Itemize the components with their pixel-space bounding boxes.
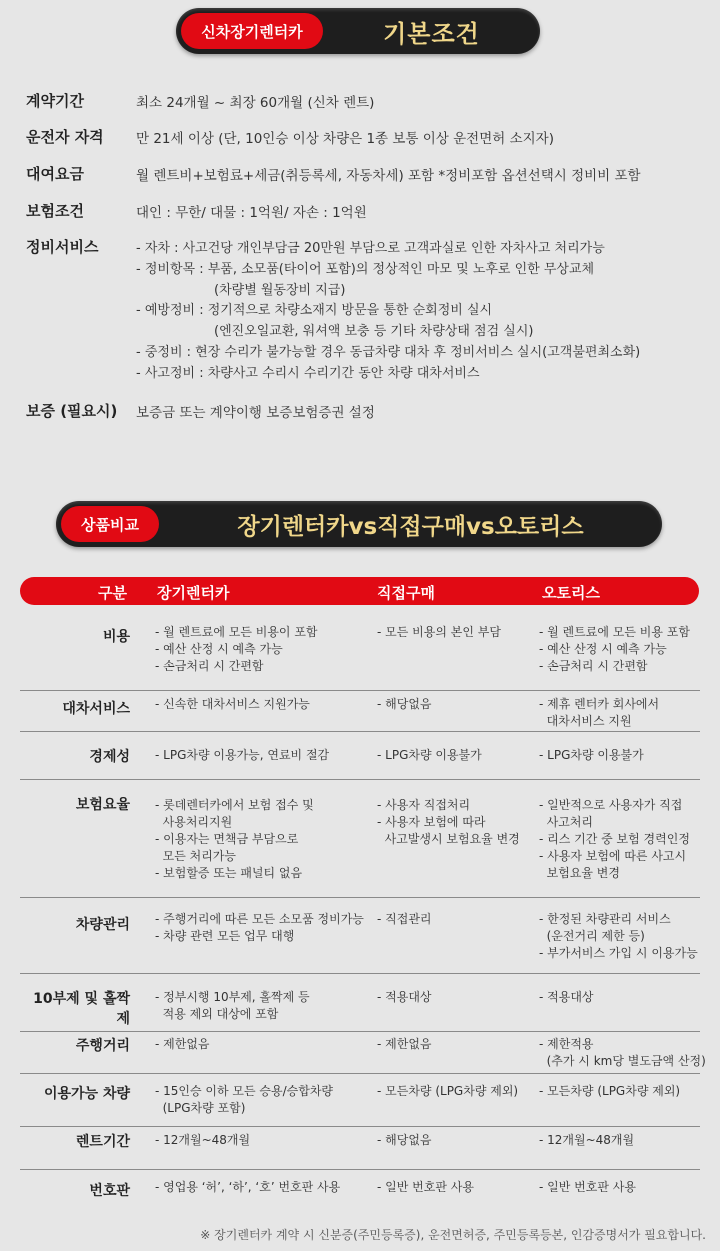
table-cell — [377, 989, 432, 1006]
cell-line: - 월 렌트료에 모든 비용이 포함 — [155, 625, 318, 639]
table-cell — [155, 624, 318, 675]
table-cell — [155, 747, 329, 764]
cell-line: - 예산 산정 시 예측 가능 — [539, 642, 667, 656]
table-cell — [377, 1036, 432, 1053]
table-cell — [377, 1132, 432, 1149]
cell-line: - 제한적용 — [539, 1037, 594, 1051]
table-row — [20, 1126, 700, 1170]
table-cell — [539, 1132, 634, 1149]
condition-label: 계약기간 — [26, 92, 84, 110]
service-label: 정비서비스 — [26, 238, 99, 256]
table-row — [20, 731, 700, 780]
cell-line: (LPG차량 포함) — [155, 1101, 246, 1115]
table-cell — [155, 1083, 333, 1117]
table-cell — [155, 1132, 250, 1149]
cell-line: - 보험할증 또는 패널티 없음 — [155, 866, 303, 880]
cell-line: 사고처리 — [539, 815, 593, 829]
table-cell — [539, 1036, 706, 1070]
banner-title: 기본조건 — [383, 19, 480, 48]
table-cell — [155, 1179, 340, 1196]
table-cell — [377, 911, 432, 928]
cell-line: - 제한없음 — [155, 1037, 210, 1051]
table-cell — [155, 1036, 210, 1053]
banner-tag: 상품비교 — [61, 506, 159, 542]
cell-line: - 손금처리 시 간편함 — [539, 659, 648, 673]
condition-value: 최소 24개월 ~ 최장 60개월 (신차 렌트) — [136, 95, 375, 111]
cell-line: (운전거리 제한 등) — [539, 929, 645, 943]
condition-label: 운전자 자격 — [26, 128, 104, 146]
service-line: - 자차 : 사고건당 개인부담금 20만원 부담으로 고객과실로 인한 자차사고 처리가능 — [136, 241, 605, 256]
banner-tag: 신차장기렌터카 — [181, 13, 323, 49]
table-cell — [377, 1179, 474, 1196]
table-row — [20, 690, 700, 732]
table-row — [20, 612, 700, 691]
cell-line: - 사용자 보험에 따라 — [377, 815, 486, 829]
cell-line: - 일반 번호판 사용 — [377, 1180, 474, 1194]
cell-line: - 리스 기간 중 보험 경력인정 — [539, 832, 690, 846]
service-line: (차량별 월동장비 지급) — [214, 283, 346, 298]
footnote: ※ 장기렌터카 계약 시 신분증(주민등록증), 운전면허증, 주민등록등본, 인감증명서가 필요합니다. — [200, 1228, 706, 1242]
cell-line: - LPG차량 이용불가 — [377, 748, 482, 762]
banner-title: 장기렌터카vs직접구매vs오토리스 — [237, 513, 584, 540]
cell-line: - 월 렌트료에 모든 비용 포함 — [539, 625, 690, 639]
table-cell — [377, 1083, 518, 1100]
cell-line: - 12개월~48개월 — [539, 1133, 635, 1147]
cell-line: - 영업용 ‘허’, ‘하’, ‘호’ 번호판 사용 — [155, 1180, 341, 1194]
table-header — [20, 577, 699, 605]
table-cell — [539, 797, 690, 882]
cell-line: - 제휴 렌터카 회사에서 — [539, 697, 660, 711]
cell-line: - 적용대상 — [539, 990, 594, 1004]
cell-line: - 한정된 차량관리 서비스 — [539, 912, 671, 926]
row-heading: 대차서비스 — [62, 701, 130, 717]
table-cell — [377, 797, 520, 848]
table-cell — [539, 989, 594, 1006]
cell-line: - 모든차량 (LPG차량 제외) — [377, 1084, 519, 1098]
cell-line: 대차서비스 지원 — [539, 714, 632, 728]
row-heading: 렌트기간 — [75, 1134, 130, 1150]
cell-line: - 직접관리 — [377, 912, 432, 926]
cell-line: - 모든차량 (LPG차량 제외) — [539, 1084, 681, 1098]
table-cell — [155, 696, 310, 713]
header-long-term-rental: 장기렌터카 — [157, 584, 230, 602]
condition-value: 만 21세 이상 (단, 10인승 이상 차량은 1종 보통 이상 운전면허 소지자) — [136, 131, 554, 147]
table-row — [20, 779, 700, 898]
row-heading: 비용 — [102, 629, 130, 645]
cell-line: - LPG차량 이용가능, 연료비 절감 — [155, 748, 330, 762]
cell-line: - 해당없음 — [377, 1133, 432, 1147]
service-line: - 예방정비 : 정기적으로 차량소재지 방문을 통한 순회정비 실시 — [136, 303, 493, 318]
cell-line: - 해당없음 — [377, 697, 432, 711]
table-cell — [539, 696, 659, 730]
service-line: - 중정비 : 현장 수리가 불가능할 경우 동급차량 대차 후 정비서비스 실시(고객불편최소화) — [136, 345, 641, 360]
cell-line: - 이용자는 면책금 부담으로 — [155, 832, 299, 846]
table-row — [20, 973, 700, 1032]
table-cell — [539, 1179, 636, 1196]
row-heading: 번호판 — [89, 1183, 130, 1199]
table-row — [20, 1169, 700, 1215]
header-category: 구분 — [98, 584, 127, 602]
table-cell — [539, 624, 690, 675]
cell-line: 보험요율 변경 — [539, 866, 620, 880]
table-cell — [377, 624, 501, 641]
cell-line: - 12개월~48개월 — [155, 1133, 251, 1147]
cell-line: 모든 처리가능 — [155, 849, 236, 863]
condition-value: 대인 : 무한/ 대물 : 1억원/ 자손 : 1억원 — [136, 205, 367, 221]
cell-line: (추가 시 km당 별도금액 산정) — [539, 1054, 706, 1068]
table-cell — [155, 989, 310, 1023]
cell-line: - 예산 산정 시 예측 가능 — [155, 642, 283, 656]
conditions-banner — [176, 8, 540, 54]
cell-line: - 정부시행 10부제, 홀짝제 등 — [155, 990, 310, 1004]
cell-line: - 일반적으로 사용자가 직접 — [539, 798, 683, 812]
table-cell — [377, 747, 482, 764]
cell-line: - 롯데렌터카에서 보험 접수 및 — [155, 798, 314, 812]
cell-line: - 신속한 대차서비스 지원가능 — [155, 697, 310, 711]
header-direct-purchase: 직접구매 — [377, 584, 435, 602]
table-cell — [155, 911, 364, 945]
deposit-label: 보증 (필요시) — [26, 402, 118, 420]
row-heading: 경제성 — [89, 749, 130, 765]
header-auto-lease: 오토리스 — [542, 584, 600, 602]
row-heading: 10부제 및 홀짝제 — [33, 991, 130, 1027]
cell-line: - 차량 관련 모든 업무 대행 — [155, 929, 295, 943]
condition-value: 월 렌트비+보험료+세금(취등록세, 자동차세) 포함 *정비포함 옵션선택시 정비비 포함 — [136, 168, 641, 184]
table-row — [20, 1073, 700, 1127]
cell-line: 사용처리지원 — [155, 815, 233, 829]
cell-line: - 일반 번호판 사용 — [539, 1180, 636, 1194]
cell-line: - 부가서비스 가입 시 이용가능 — [539, 946, 698, 960]
table-row — [20, 1031, 706, 1074]
cell-line: 적용 제외 대상에 포함 — [155, 1007, 279, 1021]
table-cell — [377, 696, 432, 713]
table-cell — [155, 797, 314, 882]
row-heading: 이용가능 차량 — [43, 1086, 130, 1102]
cell-line: - 모든 비용의 본인 부담 — [377, 625, 501, 639]
cell-line: - 사용자 직접처리 — [377, 798, 471, 812]
cell-line: 사고발생시 보험요율 변경 — [377, 832, 520, 846]
table-cell — [539, 911, 698, 962]
cell-line: - 적용대상 — [377, 990, 432, 1004]
table-cell — [539, 1083, 680, 1100]
cell-line: - 제한없음 — [377, 1037, 432, 1051]
cell-line: - 사용자 보험에 따른 사고시 — [539, 849, 687, 863]
service-line: (엔진오일교환, 워셔액 보충 등 기타 차량상태 점검 실시) — [214, 324, 534, 339]
row-heading: 주행거리 — [75, 1038, 130, 1054]
cell-line: - 손금처리 시 간편함 — [155, 659, 264, 673]
table-row — [20, 897, 700, 974]
service-line: - 사고정비 : 차량사고 수리시 수리기간 동안 차량 대차서비스 — [136, 366, 480, 381]
cell-line: - LPG차량 이용불가 — [539, 748, 644, 762]
row-heading: 차량관리 — [75, 917, 130, 933]
condition-label: 보험조건 — [26, 202, 84, 220]
service-line: - 정비항목 : 부품, 소모품(타이어 포함)의 정상적인 마모 및 노후로 인한 무상교체 — [136, 262, 595, 277]
deposit-value: 보증금 또는 계약이행 보증보험증권 설정 — [136, 405, 375, 421]
cell-line: - 15인승 이하 모든 승용/승합차량 — [155, 1084, 334, 1098]
table-cell — [539, 747, 644, 764]
row-heading: 보험요율 — [75, 797, 130, 813]
cell-line: - 주행거리에 따른 모든 소모품 정비가능 — [155, 912, 364, 926]
comparison-banner — [56, 501, 662, 547]
condition-label: 대여요금 — [26, 165, 84, 183]
